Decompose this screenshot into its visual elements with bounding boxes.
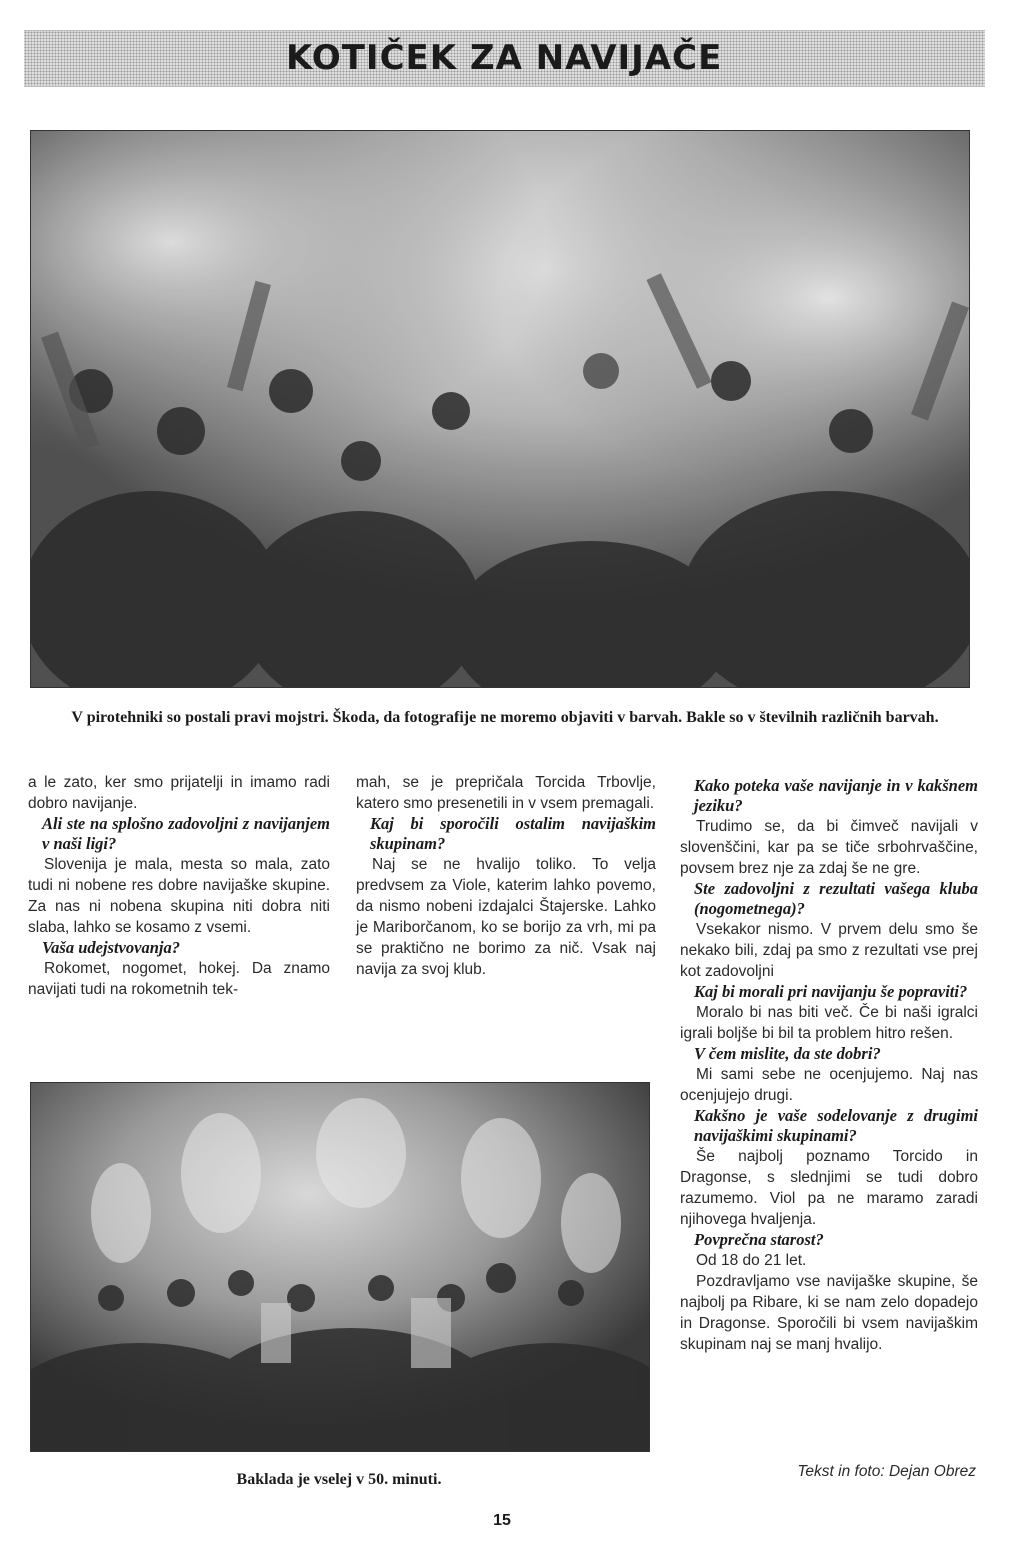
interview-answer: Vsekakor nismo. V prvem delu smo še nekako bili, zdaj pa smo z rezultati vse prej kot zadovoljni <box>680 921 978 980</box>
interview-question: Kaj bi morali pri navijanju še popraviti? <box>694 982 968 1001</box>
interview-question: Kakšno je vaše sodelovanje z drugimi navijaškimi skupinami? <box>694 1106 978 1145</box>
fans-pyrotechnics-photo <box>30 130 970 688</box>
interview-question: Kako poteka vaše navijanje in v kakšnem jeziku? <box>694 776 978 815</box>
interview-answer: Rokomet, nogomet, hokej. Da znamo navijati tudi na rokometnih tek- <box>28 960 330 998</box>
interview-question: Povprečna starost? <box>694 1230 824 1249</box>
interview-answer: Moralo bi nas biti več. Če bi naši igralci igrali boljše bi bil ta problem hitro rešen. <box>680 1004 978 1042</box>
interview-answer: Naj se ne hvalijo toliko. To velja predvsem za Viole, katerim lahko povemo, da nismo nobeni izdajalci Štajerske. Lahko je Mariborčanom, ko se borijo za vrh, mi pa se praktično ne borimo za nič. Vsak naj navija za svoj klub. <box>356 856 656 978</box>
page-number: 15 <box>493 1512 511 1529</box>
photo2-caption: Baklada je vselej v 50. minuti. <box>236 1471 442 1488</box>
closing-paragraph: Pozdravljamo vse navijaške skupine, še najbolj pa Ribare, ki se nam zelo dopadejo in Dragonse. Sporočili bi vsem navijaškim skupinam naj se manj hvalijo. <box>680 1273 978 1353</box>
interview-question: Ste zadovoljni z rezultati vašega kluba (nogometnega)? <box>694 879 978 918</box>
interview-answer: Mi sami sebe ne ocenjujemo. Naj nas ocenjujejo drugi. <box>680 1066 978 1104</box>
interview-answer: Še najbolj poznamo Torcido in Dragonse, s slednjimi se tudi dobro razumemo. Viol pa ne maramo zaradi njihovega hvaljenja. <box>680 1148 978 1228</box>
column2-paragraph: mah, se je prepričala Torcida Trbovlje, katero smo presenetili in v vsem premagali. <box>356 774 656 812</box>
interview-question: Ali ste na splošno zadovoljni z navijanjem v naši ligi? <box>42 814 330 853</box>
interview-answer: Slovenija je mala, mesta so mala, zato tudi ni nobene res dobre navijaške skupine. Za nas ni nobena skupina niti dobra niti slaba, lahko se kosamo z vsemi. <box>28 856 330 936</box>
interview-question: Kaj bi sporočili ostalim navijaškim skupinam? <box>370 814 656 853</box>
interview-answer: Trudimo se, da bi čimveč navijali v slovenščini, kar pa se tiče srbohrvaščine, povsem brez nje za zdaj še ne gre. <box>680 818 978 877</box>
article-column-3 <box>680 776 978 1355</box>
author-credit: Tekst in foto: Dejan Obrez <box>797 1463 976 1480</box>
article-column-1 <box>28 772 330 1000</box>
interview-question: Vaša udejstvovanja? <box>42 938 180 957</box>
page-title: KOTIČEK ZA NAVIJAČE <box>286 38 723 78</box>
column1-paragraph: a le zato, ker smo prijatelji in imamo radi dobro navijanje. <box>28 774 330 812</box>
interview-question: V čem mislite, da ste dobri? <box>694 1044 881 1063</box>
interview-answer: Od 18 do 21 let. <box>696 1252 807 1269</box>
photo1-caption: V pirotehniki so postali pravi mojstri. Škoda, da fotografije ne moremo objaviti v barvah. Bakle so v številnih različnih barvah. <box>71 709 939 726</box>
article-column-2 <box>356 772 656 980</box>
torch-display-photo <box>30 1082 650 1452</box>
